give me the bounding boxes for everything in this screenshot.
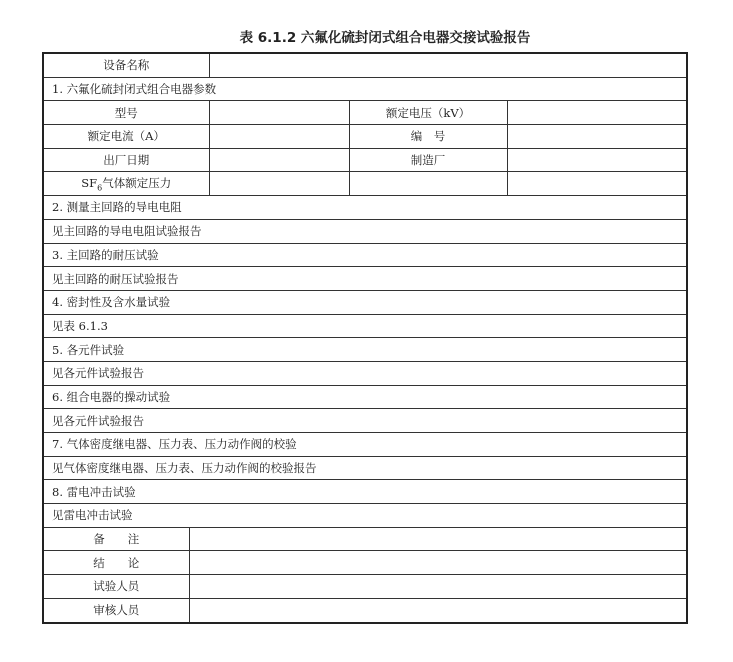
remarks-value[interactable]	[189, 527, 687, 551]
tester-value[interactable]	[189, 575, 687, 599]
table-row	[43, 433, 687, 457]
table-row	[43, 53, 687, 77]
rated-voltage-value[interactable]	[507, 101, 687, 125]
reviewer-label: 审核人员	[43, 598, 189, 622]
table-row	[43, 314, 687, 338]
table-row	[43, 243, 687, 267]
rated-current-label: 额定电流（A）	[43, 125, 209, 149]
section-heading: 7. 气体密度继电器、压力表、压力动作阀的校验	[43, 433, 687, 457]
sf6-subscript: 6	[97, 183, 103, 193]
section-note: 见雷电冲击试验	[43, 504, 687, 528]
table-row	[43, 409, 687, 433]
table-row	[43, 456, 687, 480]
model-label: 型号	[43, 101, 209, 125]
tester-label: 试验人员	[43, 575, 189, 599]
serial-no-value[interactable]	[507, 125, 687, 149]
table-row	[43, 575, 687, 599]
rated-current-value[interactable]	[209, 125, 349, 149]
table-row	[43, 527, 687, 551]
manufacturer-value[interactable]	[507, 148, 687, 172]
reviewer-value[interactable]	[189, 598, 687, 622]
table-row	[43, 598, 687, 622]
rated-voltage-label: 额定电压（kV）	[349, 101, 507, 125]
table-row	[43, 385, 687, 409]
section-heading: 6. 组合电器的操动试验	[43, 385, 687, 409]
table-row	[43, 172, 687, 196]
empty-cell	[507, 172, 687, 196]
table-row	[43, 219, 687, 243]
device-name-label: 设备名称	[43, 53, 209, 77]
table-row	[43, 77, 687, 101]
remarks-label: 备 注	[43, 527, 189, 551]
section-heading: 5. 各元件试验	[43, 338, 687, 362]
section-note: 见主回路的耐压试验报告	[43, 267, 687, 291]
table-row	[43, 196, 687, 220]
section-heading: 3. 主回路的耐压试验	[43, 243, 687, 267]
table-row	[43, 125, 687, 149]
report-table	[42, 52, 688, 624]
section-note: 见各元件试验报告	[43, 409, 687, 433]
table-row	[43, 551, 687, 575]
model-value[interactable]	[209, 101, 349, 125]
manufacture-date-value[interactable]	[209, 148, 349, 172]
sf6-prefix: SF	[81, 176, 98, 191]
table-row	[43, 267, 687, 291]
table-row	[43, 504, 687, 528]
section-note: 见表 6.1.3	[43, 314, 687, 338]
table-row	[43, 290, 687, 314]
section-note: 见气体密度继电器、压力表、压力动作阀的校验报告	[43, 456, 687, 480]
manufacture-date-label: 出厂日期	[43, 148, 209, 172]
table-title: 表 6.1.2 六氟化硫封闭式组合电器交接试验报告	[239, 30, 531, 46]
serial-no-label: 编 号	[349, 125, 507, 149]
table-row	[43, 101, 687, 125]
device-name-value[interactable]	[209, 53, 687, 77]
section-heading: 1. 六氟化硫封闭式组合电器参数	[43, 77, 687, 101]
section-heading: 8. 雷电冲击试验	[43, 480, 687, 504]
section-note: 见主回路的导电电阻试验报告	[43, 219, 687, 243]
sf6-pressure-value[interactable]	[209, 172, 349, 196]
section-heading: 2. 测量主回路的导电电阻	[43, 196, 687, 220]
section-note: 见各元件试验报告	[43, 361, 687, 385]
manufacturer-label: 制造厂	[349, 148, 507, 172]
table-row	[43, 148, 687, 172]
conclusion-label: 结 论	[43, 551, 189, 575]
table-row	[43, 361, 687, 385]
sf6-suffix: 气体额定压力	[102, 176, 172, 191]
table-row	[43, 480, 687, 504]
empty-cell	[349, 172, 507, 196]
table-row	[43, 338, 687, 362]
sf6-pressure-label	[43, 172, 209, 196]
conclusion-value[interactable]	[189, 551, 687, 575]
section-heading: 4. 密封性及含水量试验	[43, 290, 687, 314]
